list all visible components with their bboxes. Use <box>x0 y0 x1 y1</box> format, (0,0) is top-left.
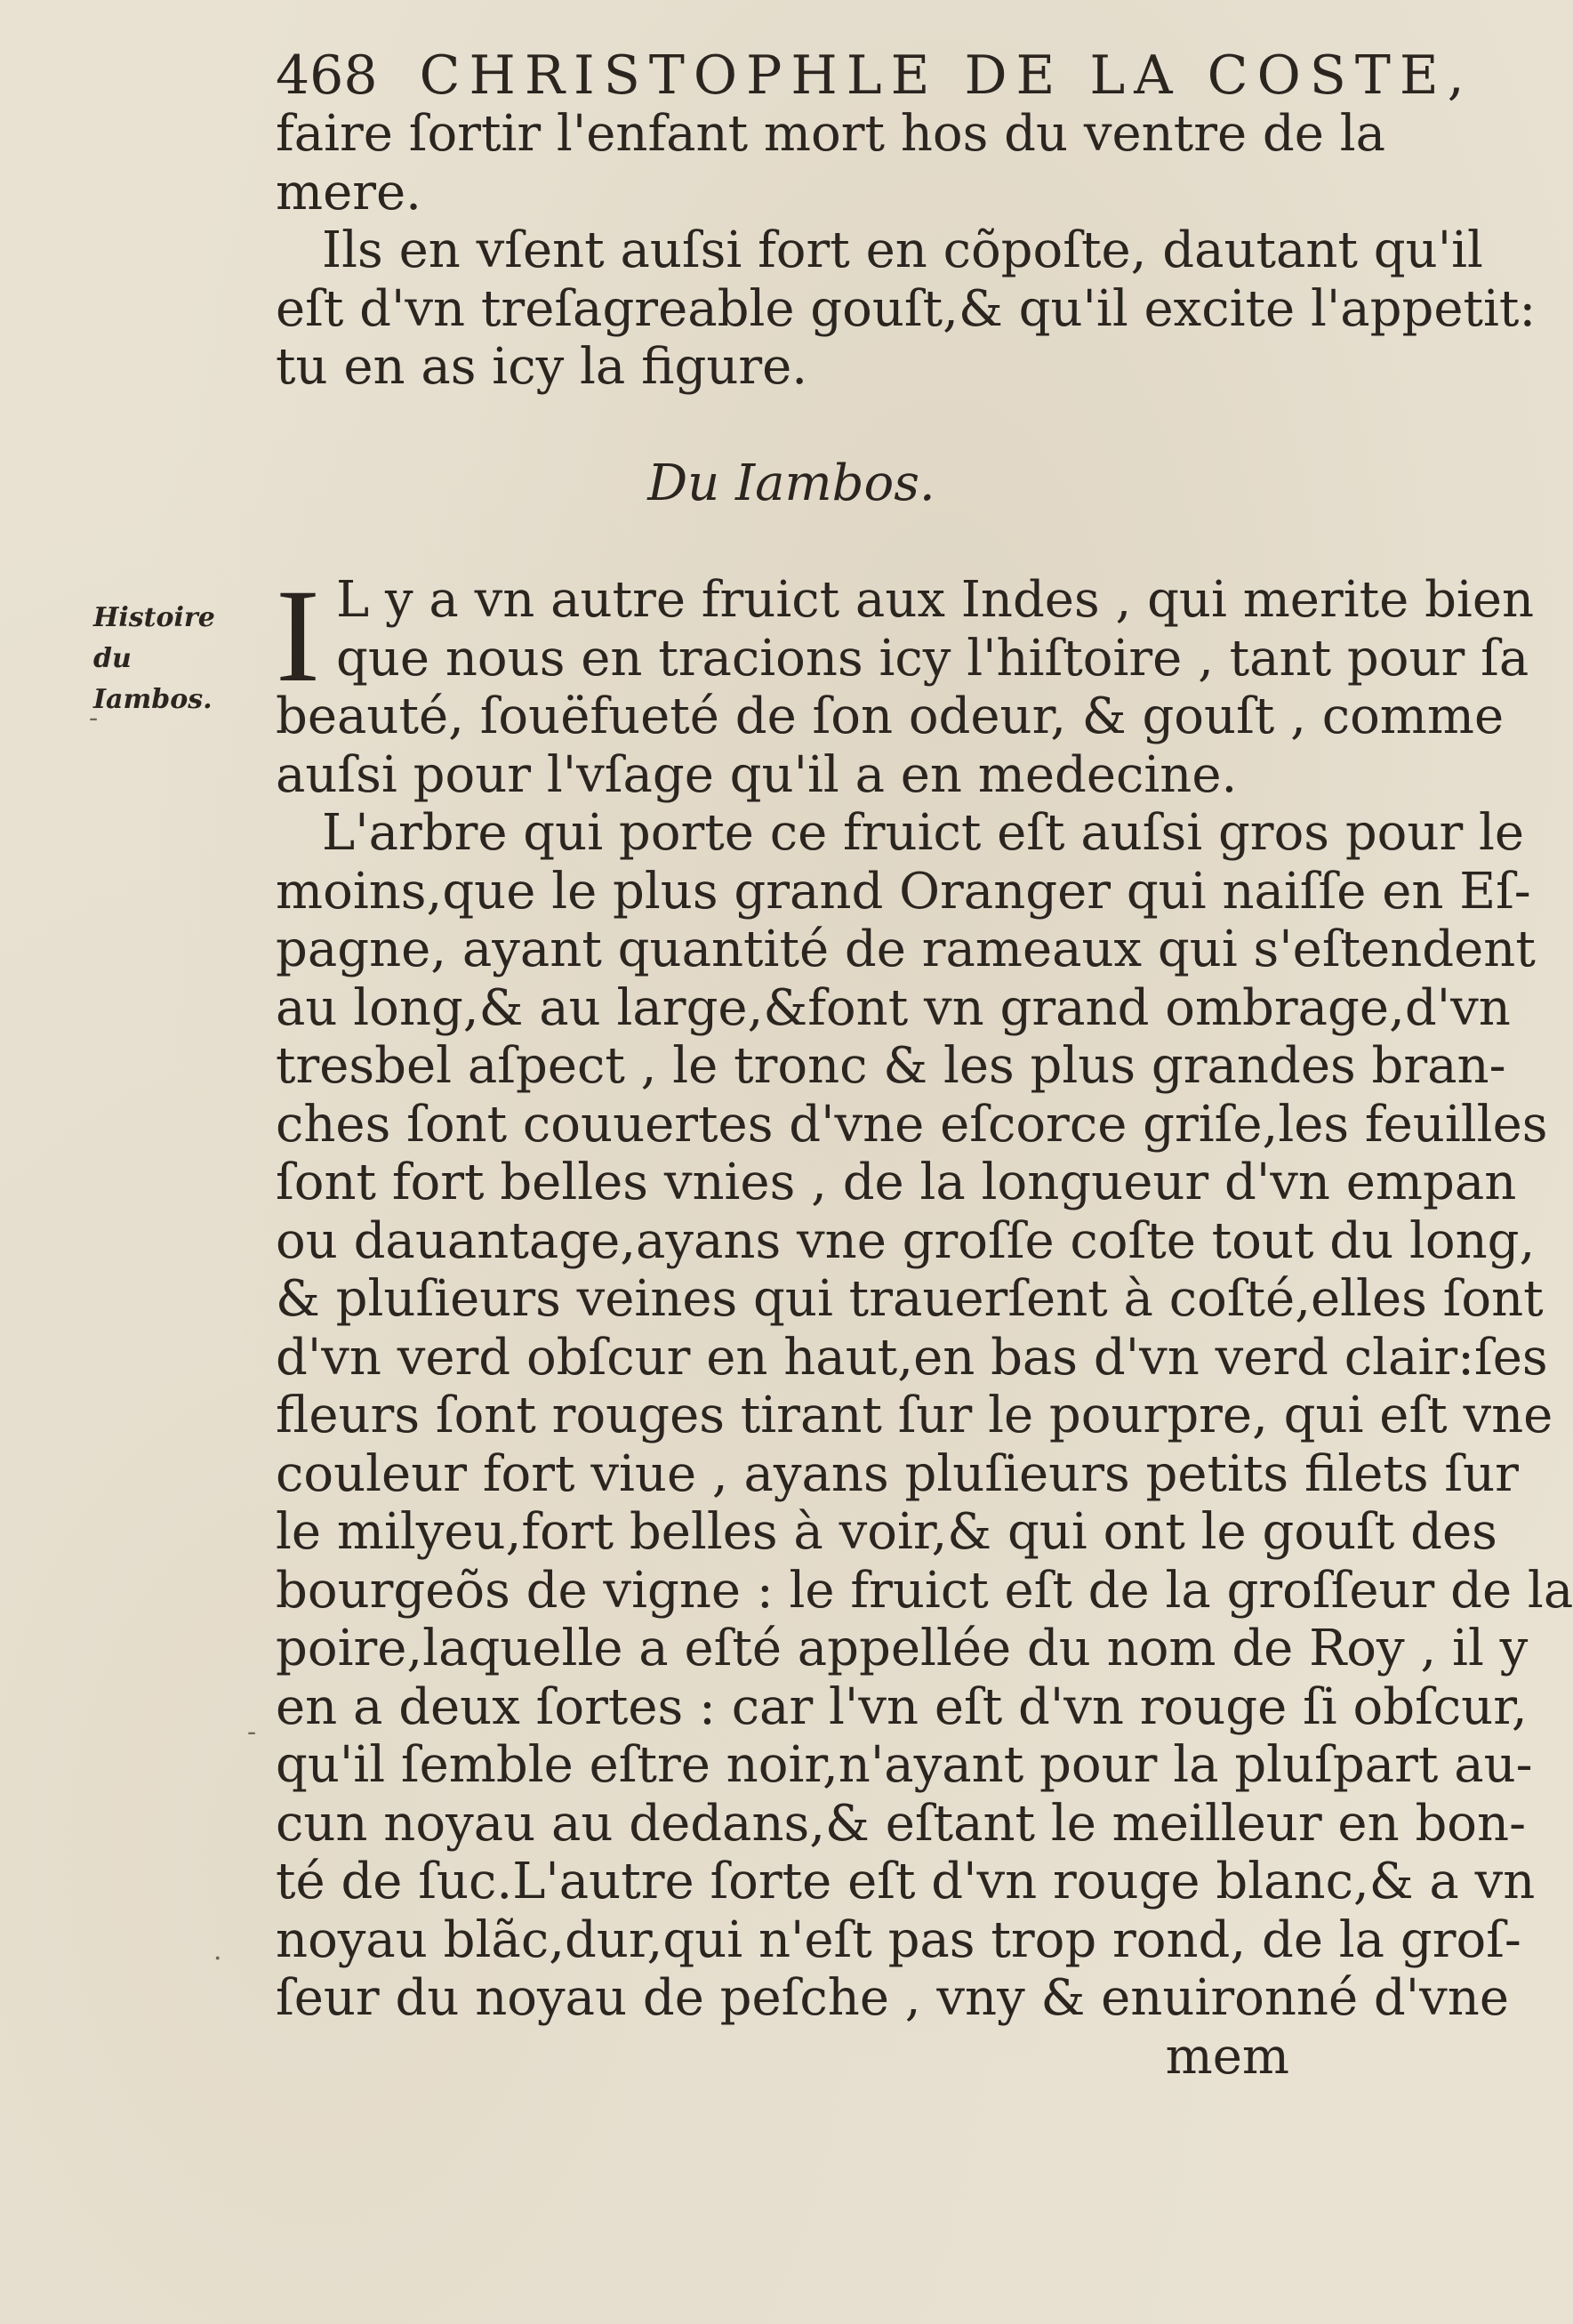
text-line: ſeur du noyau de peſche , vny & enuironné d'vne <box>276 1969 1509 2027</box>
body-text <box>276 105 1573 2086</box>
text-line: pagne, ayant quantité de rameaux qui s'eſtendent <box>276 921 1536 978</box>
blank-line <box>276 397 1307 455</box>
text-line: le milyeu,fort belles à voir,& qui ont le gouſt des <box>276 1503 1497 1561</box>
text-line: au long,& au large,&font vn grand ombrage,d'vn <box>276 978 1511 1037</box>
text-line: tresbel aſpect , le tronc & les plus grandes bran- <box>276 1037 1506 1095</box>
blank-line <box>276 513 1307 572</box>
text-line: ches ſont couuertes d'vne eſcorce griſe,les feuilles <box>276 1095 1548 1154</box>
running-header <box>276 44 1473 107</box>
text-line: L y a vn autre fruict aux Indes , qui merite bien <box>336 571 1535 629</box>
text-line: cun noyau au dedans,& eſtant le meilleur en bon- <box>276 1794 1526 1853</box>
text-line: tu en as icy la figure. <box>276 338 808 396</box>
margin-dot-mark: · <box>213 1943 222 1974</box>
drop-cap: I <box>276 562 320 710</box>
text-line: bourgeõs de vigne : le fruict eſt de la groſſeur de la <box>276 1561 1573 1620</box>
text-line: eſt d'vn treſagreable gouſt,& qu'il excite l'appetit: <box>276 279 1537 338</box>
text-line: que nous en tracions icy l'hiſtoire , tant pour ſa <box>336 629 1529 688</box>
text-line: L'arbre qui porte ce fruict eſt auſsi gros pour le <box>322 804 1525 862</box>
text-line: moins,que le plus grand Oranger qui naiſſe en Eſ- <box>276 862 1531 921</box>
margin-dash-mark: - <box>247 1717 257 1748</box>
text-line: couleur fort viue , ayans pluſieurs petits filets ſur <box>276 1444 1519 1503</box>
text-line: mere. <box>276 163 421 221</box>
text-line: qu'il ſemble eſtre noir,n'ayant pour la pluſpart au- <box>276 1736 1533 1794</box>
text-line: noyau blãc,dur,qui n'eſt pas trop rond, de la groſ- <box>276 1910 1521 1969</box>
margin-dash-mark: - <box>89 703 99 734</box>
text-line: poire,laquelle a eſté appellée du nom de Roy , il y <box>276 1620 1529 1677</box>
section-heading: Du Iambos. <box>647 454 935 512</box>
text-line: auſsi pour l'vſage qu'il a en medecine. <box>276 745 1238 804</box>
text-line: & pluſieurs veines qui trauerſent à coſté,elles ſont <box>276 1270 1544 1328</box>
text-line: en a deux ſortes : car l'vn eſt d'vn rouge ſi obſcur, <box>276 1677 1528 1736</box>
margin-note <box>93 598 236 720</box>
page-number: 468 <box>276 44 378 107</box>
text-line: faire ſortir l'enfant mort hos du ventre de la <box>276 105 1385 163</box>
text-line: Ils en vſent auſsi fort en cõpoſte, dautant qu'il <box>322 221 1483 279</box>
text-line: ſont fort belles vnies , de la longueur d'vn empan <box>276 1154 1517 1211</box>
margin-note-line: Iambos. <box>93 684 213 715</box>
text-line: beauté, ſouëfueté de ſon odeur, & gouſt , comme <box>276 688 1505 745</box>
text-line: té de ſuc.L'autre ſorte eſt d'vn rouge blanc,& a vn <box>276 1853 1536 1910</box>
margin-note-line: Histoire du <box>93 602 215 674</box>
running-title: CHRISTOPHLE DE LA COSTE, <box>419 44 1473 107</box>
text-line: ou dauantage,ayans vne groſſe coſte tout du long, <box>276 1211 1536 1270</box>
catchword: mem <box>1165 2027 1289 2086</box>
text-line: fleurs ſont rouges tirant ſur le pourpre, qui eſt vne <box>276 1387 1553 1444</box>
text-line: d'vn verd obſcur en haut,en bas d'vn verd clair:ſes <box>276 1328 1548 1387</box>
